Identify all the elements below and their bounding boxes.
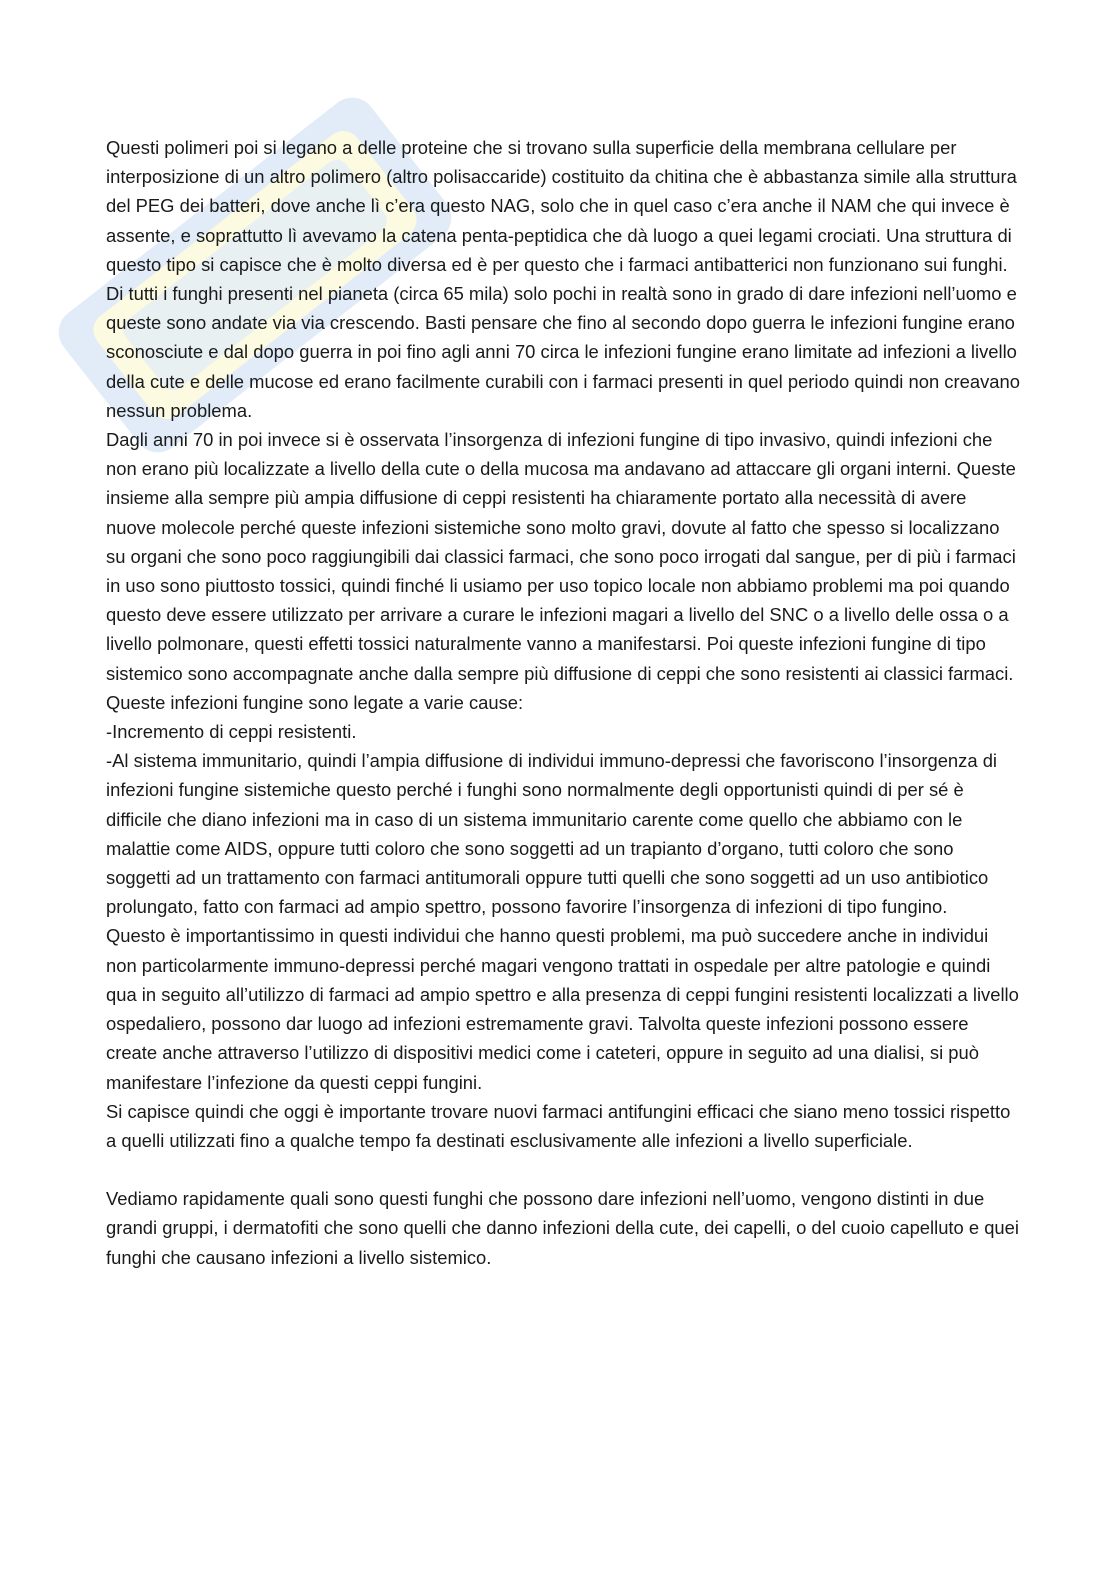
document-body — [106, 133, 1021, 1272]
paragraph-invasive-infections: Dagli anni 70 in poi invece si è osservata l’insorgenza di infezioni fungine di tipo invasivo, quindi infezioni che non erano più localizzate a livello della cute o della mucosa ma andavano ad attaccare gli organi interni. Queste insieme alla sempre più ampia diffusione di ceppi resistenti ha chiaramente portato alla necessità di avere nuove molecole perché queste infezioni sistemiche sono molto gravi, dovute al fatto che spesso si localizzano su organi che sono poco raggiungibili dai classici farmaci, che sono poco irrogati dal sangue, per di più i farmaci in uso sono piuttosto tossici, quindi finché li usiamo per uso topico locale non abbiamo problemi ma poi quando questo deve essere utilizzato per arrivare a curare le infezioni magari a livello del SNC o a livello delle ossa o a livello polmonare, questi effetti tossici naturalmente vanno a manifestarsi. Poi queste infezioni fungine di tipo sistemico sono accompagnate anche dalla sempre più diffusione di ceppi che sono resistenti ai classici farmaci. Queste infezioni fungine sono legate a varie cause: — [106, 429, 1016, 713]
paragraph-new-drugs: Si capisce quindi che oggi è importante trovare nuovi farmaci antifungini efficaci che siano meno tossici rispetto a quelli utilizzati fino a qualche tempo fa destinati esclusivamente alle infezioni a livello superficiale. — [106, 1100, 1011, 1151]
paragraph-fungi-groups: Vediamo rapidamente quali sono questi funghi che possono dare infezioni nell’uomo, vengono distinti in due grandi gruppi, i dermatofiti che sono quelli che danno infezioni della cute, dei capelli, o del cuoio capelluto e quei funghi che causano infezioni a livello sistemico. — [106, 1188, 1019, 1268]
paragraph-fungi-history: Di tutti i funghi presenti nel pianeta (circa 65 mila) solo pochi in realtà sono in grado di dare infezioni nell’uomo e queste sono andate via via crescendo. Basti pensare che fino al secondo dopo guerra le infezioni fungine erano sconosciute e dal dopo guerra in poi fino agli anni 70 circa le infezioni fungine erano limitate ad infezioni a livello della cute e delle mucose ed erano facilmente curabili con i farmaci presenti in quel periodo quindi non creavano nessun problema. — [106, 283, 1020, 421]
list-item-immune-system: -Al sistema immunitario, quindi l’ampia diffusione di individui immuno-depressi che favoriscono l’insorgenza di infezioni fungine sistemiche questo perché i funghi sono normalmente degli opportunisti quindi di per sé è difficile che diano infezioni ma in caso di un sistema immunitario carente come quello che abbiamo con le malattie come AIDS, oppure tutti coloro che sono soggetti ad un trapianto d’organo, tutti coloro che sono soggetti ad un trattamento con farmaci antitumorali oppure tutti quelli che sono soggetti ad un uso antibiotico prolungato, fatto con farmaci ad ampio spettro, possono favorire l’insorgenza di infezioni di tipo fungino. — [106, 750, 998, 918]
paragraph-cell-wall: Questi polimeri poi si legano a delle proteine che si trovano sulla superficie della membrana cellulare per interposizione di un altro polimero (altro polisaccaride) costituito da chitina che è abbastanza simile alla struttura del PEG dei batteri, dove anche lì c’era questo NAG, solo che in quel caso c’era anche il NAM che qui invece è assente, e soprattutto lì avevamo la catena penta-peptidica che dà luogo a quei legami crociati. Una struttura di questo tipo si capisce che è molto diversa ed è per questo che i farmaci antibatterici non funzionano sui funghi. — [106, 137, 1017, 275]
list-item-resistant-strains: -Incremento di ceppi resistenti. — [106, 721, 357, 743]
paragraph-spacer — [106, 1155, 1021, 1184]
paragraph-hospital-infections: Questo è importantissimo in questi individui che hanno questi problemi, ma può succedere anche in individui non particolarmente immuno-depressi perché magari vengono trattati in ospedale per altre patologie e quindi qua in seguito all’utilizzo di farmaci ad ampio spettro e alla presenza di ceppi fungini resistenti localizzati a livello ospedaliero, possono dar luogo ad infezioni estremamente gravi. Talvolta queste infezioni possono essere create anche attraverso l’utilizzo di dispositivi medici come i cateteri, oppure in seguito ad una dialisi, si può manifestare l’infezione da questi ceppi fungini. — [106, 925, 1019, 1093]
